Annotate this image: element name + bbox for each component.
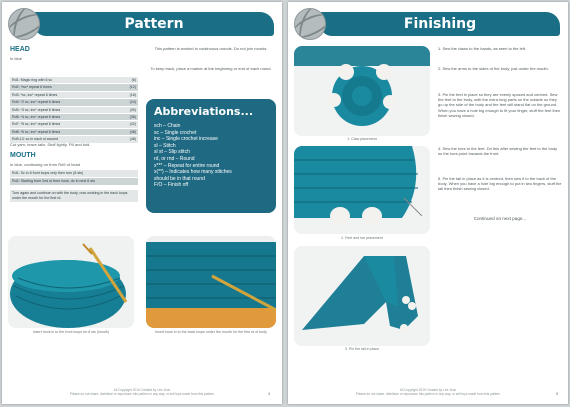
head-rows-table [10,77,138,144]
page-title: Pattern [124,16,184,32]
mouth-note: Turn again and continue on with the body, now working in the back loops under the mouth for the first rd. [10,190,138,202]
photo-front-loops [8,236,134,328]
finishing-page [288,2,568,404]
caption-right: Insert hook in to the back loops under the mouth for the first rd of body [155,330,267,334]
mouth-sub: In blue, continuing on from Rd9 of head [10,162,81,167]
table-row: Rd9-13: sc in each st around (48) [10,136,138,143]
pattern-page [2,2,282,404]
footer-copyright: All Copyright 2015 Created by Lee Jeon [399,388,457,392]
tail-photo [294,246,430,346]
photo-tail [294,246,430,346]
list-item: sl st – Slip stitch [154,149,190,156]
list-item: sch – Chain [154,123,181,129]
continued-note: Continued on next page... [473,216,527,221]
head-sub: In blue [10,56,23,61]
list-item: sl – Stitch [154,142,176,149]
footer-notice: Please do not share, distribute or reproduce this pattern in any way, or sell toys made from this pattern [69,392,215,396]
intro-text: This pattern is worked in continuous rounds. Do not join rounds. [154,46,268,51]
list-item: sc – Single crochet [154,129,197,136]
list-item: x(**) – Indicates how many stitches [154,169,232,176]
list-item: F/O – Finish off [154,182,189,189]
caption-3: 3. Pin the tail in place [344,347,380,351]
feet-photo [294,146,430,234]
crochet-photo-1 [8,236,134,328]
page-title: Finishing [403,16,477,32]
head-heading: HEAD [10,46,30,53]
footer-notice: Please do not share, distribute or reproduce this pattern in any way, or sell toys made from this pattern [355,392,501,396]
mouth-row-1: Rd1: Sc in 8 front loops only then turn (8 sts) [10,170,138,177]
mouth-row-2: Rd2: Starting from 2nd st from hook, dc in next 6 sts [10,178,138,185]
claw-photo [294,46,430,136]
caption-1: 1. Claw placement [347,137,377,141]
caption-2: 2. Feet and toe placement [341,236,383,240]
crochet-photo-2 [146,236,276,328]
step-2: 2. Sew the arms to the sides of the body, just under the mouth. [438,66,549,71]
photo-feet [294,146,430,234]
table-row: Rd8: *6 sc, inc* repeat 6 times (48) [10,129,138,136]
table-row: Rd5: *3 sc, inc* repeat 6 times (30) [10,107,138,114]
list-item: inc – Single crochet increase [154,136,218,143]
table-row: Rd7: *5 sc, inc* repeat 6 times (42) [10,121,138,128]
step-4: 4. Sew the toes to the feet. Do this after sewing the feet to the body so the toes point towards the front. [438,146,558,157]
footer-copyright: All Copyright 2015 Created by Lee Jeon [113,388,171,392]
table-row: Rd2: *inc* repeat 6 times (12) [10,84,138,91]
pattern-banner [8,8,276,38]
step-3: 3. Pin the feet in place so they are evenly spaced and centred. Sew the feet to the body, with the extra long parts on the outside so they go up the side of the body and the feet will stand flat on the ground. When you have a hole big enough to fit your finger, stuff the feet then finish sewing closed. [438,92,561,118]
list-item: should be in that round [154,175,205,182]
finishing-banner [294,8,562,38]
mouth-heading: MOUTH [10,152,36,159]
page-number: 4 [268,391,271,396]
table-row: Rd6: *4 sc, inc* repeat 6 times (36) [10,114,138,121]
abbreviations-title: Abbreviations... [154,105,254,118]
step-5: 5. Pin the tail in place as it is centred, then sew it to the back of the body. When you have a hole big enough to put in two fingers, stuff the tail then finish sewing closed. [438,176,562,192]
abbreviations-box [146,99,276,213]
row-note: Cut yarn, leave tails. Stuff lightly. Fill and fold. [10,142,91,147]
abbreviations-list [154,123,272,189]
caption-left: Insert hook in to the front loops for 8 sts (mouth) [32,330,110,334]
table-row: Rd1: Magic ring with 6 sc (6) [10,77,138,84]
list-item: x*** – Repeat for entire round [154,162,220,169]
marker-note: To keep track, place a marker at the beginning or end of each round. [150,66,272,71]
list-item: rd, or rnd – Round [154,155,195,162]
photo-claws [294,46,430,136]
table-row: Rd4: *2 sc, inc* repeat 6 times (24) [10,99,138,106]
page-number: 5 [556,391,559,396]
table-row: Rd3: *sc, inc* repeat 6 times (18) [10,92,138,99]
photo-back-loops [146,236,276,328]
step-1: 1. Sew the claws to the hands, as seen to the left. [438,46,527,51]
